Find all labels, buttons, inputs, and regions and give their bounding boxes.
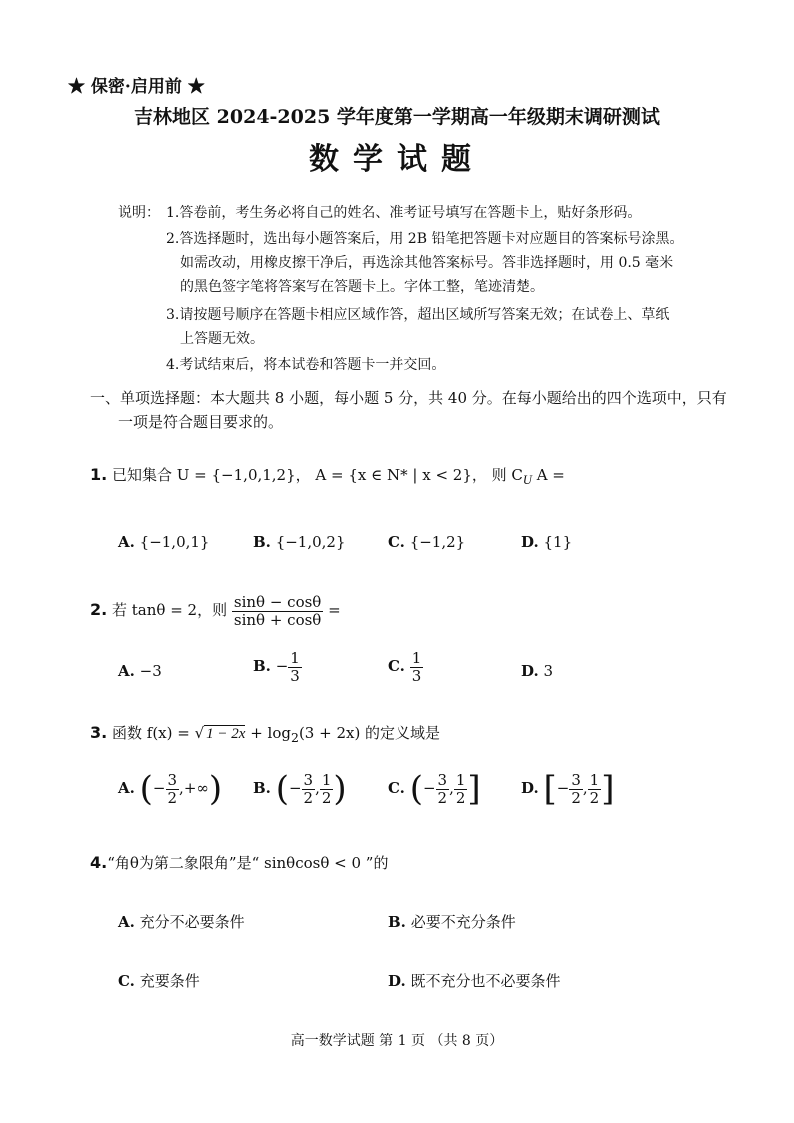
option-letter: A. xyxy=(118,779,135,797)
fraction-numerator: 1 xyxy=(411,649,422,667)
q3-option-d[interactable]: D. [− $\frac{3}{2}$ , $\frac{1}{2}$ ] xyxy=(521,769,615,809)
fraction xyxy=(166,772,180,806)
option-letter: D. xyxy=(521,662,539,680)
fraction xyxy=(232,594,323,628)
instruction-1: 1.答卷前，考生务必将自己的姓名、准考证号填写在答题卡上，贴好条形码。 xyxy=(166,205,642,221)
option-letter: D. xyxy=(521,779,539,797)
fraction xyxy=(436,772,450,806)
q1-option-c[interactable] xyxy=(388,533,465,551)
section-heading-cont: 一项是符合题目要求的。 xyxy=(118,413,284,431)
subscript: U xyxy=(522,473,532,487)
fraction-numerator: 3 xyxy=(571,771,581,789)
fraction-numerator: 1 xyxy=(290,649,300,667)
option-letter: C. xyxy=(388,657,405,675)
question-4 xyxy=(90,852,388,873)
q2-option-a[interactable] xyxy=(118,662,162,680)
option-letter: D. xyxy=(521,533,539,551)
instruction-2-cont: 如需改动，用橡皮擦干净后，再选涂其他答案标号。答非选择题时，用 0.5 毫米 xyxy=(180,255,674,271)
option-text: {1} xyxy=(543,533,573,551)
option-letter: B. xyxy=(253,779,271,797)
fraction-denominator: 2 xyxy=(321,788,332,807)
q2-option-c[interactable] xyxy=(388,650,423,684)
fraction xyxy=(588,772,602,806)
bracket-open: ( xyxy=(409,769,423,809)
section-heading: 一、单项选择题：本大题共 8 小题，每小题 5 分，共 40 分。在每小题给出的四个选项中，只有 xyxy=(90,389,727,407)
bracket-open: ( xyxy=(139,769,153,809)
question-stem-tail: A = xyxy=(536,466,565,484)
bracket-close: ) xyxy=(333,769,347,809)
fraction-numerator: 1 xyxy=(455,771,466,789)
fraction-numerator: 3 xyxy=(303,771,314,789)
fraction-numerator: 3 xyxy=(437,771,448,789)
fraction-denominator: 2 xyxy=(455,788,466,807)
question-stem: “角θ为第二象限角”是“ sinθcosθ < 0 ”的 xyxy=(107,854,389,872)
option-letter: C. xyxy=(118,972,135,990)
fraction xyxy=(320,772,334,806)
option-letter: A. xyxy=(118,533,135,551)
fraction xyxy=(454,772,468,806)
sqrt-radicand: 1 − 2x xyxy=(206,726,246,742)
option-text: 3 xyxy=(543,662,554,680)
option-text: 充分不必要条件 xyxy=(139,913,245,931)
question-stem-tail: (3 + 2x) 的定义域是 xyxy=(298,724,441,742)
option-letter: A. xyxy=(118,913,135,931)
q1-option-d[interactable] xyxy=(521,533,572,551)
option-text: 必要不充分条件 xyxy=(410,913,516,931)
fraction-denominator: 2 xyxy=(437,788,448,807)
subscript: 2 xyxy=(290,730,299,745)
option-text: {−1,0,1} xyxy=(139,533,210,551)
fraction xyxy=(302,772,316,806)
q2-option-d[interactable] xyxy=(521,662,553,680)
option-letter: B. xyxy=(253,657,271,675)
question-number: 2. xyxy=(90,600,108,619)
q1-option-a[interactable] xyxy=(118,533,209,551)
question-stem-tail: = xyxy=(328,601,341,619)
page-footer: 高一数学试题 第 1 页 （共 8 页） xyxy=(290,1033,504,1049)
option-sign: − xyxy=(275,657,289,675)
confidential-mark: ★ 保密·启用前 ★ xyxy=(68,77,205,97)
q3-option-a[interactable]: A. (− $\frac{3}{2}$ ,+∞) xyxy=(118,769,223,809)
option-letter: B. xyxy=(388,913,406,931)
option-letter: C. xyxy=(388,533,405,551)
fraction-denominator: 2 xyxy=(303,788,314,807)
fraction xyxy=(410,650,424,684)
fraction-denominator: 2 xyxy=(589,788,600,807)
question-3: 3. 函数 f(x) = √ $1 - 2x + \log_2(3 + 2x)$ 的定义域是 xyxy=(90,723,441,745)
question-number: 3. xyxy=(90,723,108,742)
question-stem: 函数 f(x) = xyxy=(112,724,195,742)
q3-option-c[interactable]: C. (− $\frac{3}{2}$ , $\frac{1}{2}$ ] xyxy=(388,769,481,809)
question-1 xyxy=(90,464,565,488)
fraction xyxy=(569,772,583,806)
bracket-open: ( xyxy=(275,769,289,809)
fraction-numerator: 1 xyxy=(589,771,600,789)
exam-title: 吉林地区 2024-2025 学年度第一学期高一年级期末调研测试 xyxy=(134,106,660,128)
q4-option-d[interactable] xyxy=(388,970,561,991)
option-tail: ,+∞ xyxy=(179,779,209,797)
fraction xyxy=(288,650,302,684)
option-letter: A. xyxy=(118,662,135,680)
fraction-denominator: sinθ + cosθ xyxy=(233,610,322,629)
option-text: {−1,2} xyxy=(409,533,466,551)
q2-option-b[interactable] xyxy=(253,650,302,684)
option-letter: C. xyxy=(388,779,405,797)
question-number: 4. xyxy=(90,853,108,872)
bracket-close: ] xyxy=(467,769,481,809)
bracket-open: [ xyxy=(543,769,557,809)
option-letter: D. xyxy=(388,972,406,990)
option-text: −3 xyxy=(139,662,162,680)
subject-title: 数学试题 xyxy=(309,142,485,177)
bracket-close: ] xyxy=(601,769,615,809)
q4-option-a[interactable] xyxy=(118,911,245,932)
fraction-numerator: 3 xyxy=(167,771,178,789)
q1-option-b[interactable] xyxy=(253,533,346,551)
option-letter: B. xyxy=(253,533,271,551)
q3-option-b[interactable]: B. (− $\frac{3}{2}$ , $\frac{1}{2}$ ) xyxy=(253,769,347,809)
instruction-2-cont2: 的黑色签字笔将答案写在答题卡上。字体工整，笔迹清楚。 xyxy=(180,279,544,295)
fraction-denominator: 2 xyxy=(571,788,581,807)
fraction-numerator: sinθ − cosθ xyxy=(233,593,322,611)
fraction-denominator: 3 xyxy=(290,666,300,685)
instructions-label: 说明： xyxy=(118,205,160,221)
fraction-numerator: 1 xyxy=(321,771,332,789)
instruction-3: 3.请按题号顺序在答题卡相应区域作答，超出区域所写答案无效；在试卷上、草纸 xyxy=(166,307,670,323)
q4-option-c[interactable] xyxy=(118,970,200,991)
instruction-3-cont: 上答题无效。 xyxy=(180,331,264,347)
fraction-denominator: 3 xyxy=(411,666,422,685)
option-text: 既不充分也不必要条件 xyxy=(410,972,561,990)
instruction-4: 4.考试结束后，将本试卷和答题卡一并交回。 xyxy=(166,357,446,373)
question-stem: 已知集合 U = {−1,0,1,2}， A = {x ∈ N* | x < 2}， 则 C xyxy=(112,466,523,484)
question-2 xyxy=(90,594,341,628)
option-text: {−1,0,2} xyxy=(275,533,346,551)
option-text: 充要条件 xyxy=(139,972,200,990)
fraction-denominator: 2 xyxy=(167,788,178,807)
question-stem: 若 tanθ = 2，则 xyxy=(112,601,228,619)
question-number: 1. xyxy=(90,465,108,484)
question-stem-mid: + log xyxy=(245,724,291,742)
instruction-2: 2.答选择题时，选出每小题答案后，用 2B 铅笔把答题卡对应题目的答案标号涂黑。 xyxy=(166,231,684,247)
bracket-close: ) xyxy=(208,769,223,809)
q4-option-b[interactable] xyxy=(388,911,516,932)
